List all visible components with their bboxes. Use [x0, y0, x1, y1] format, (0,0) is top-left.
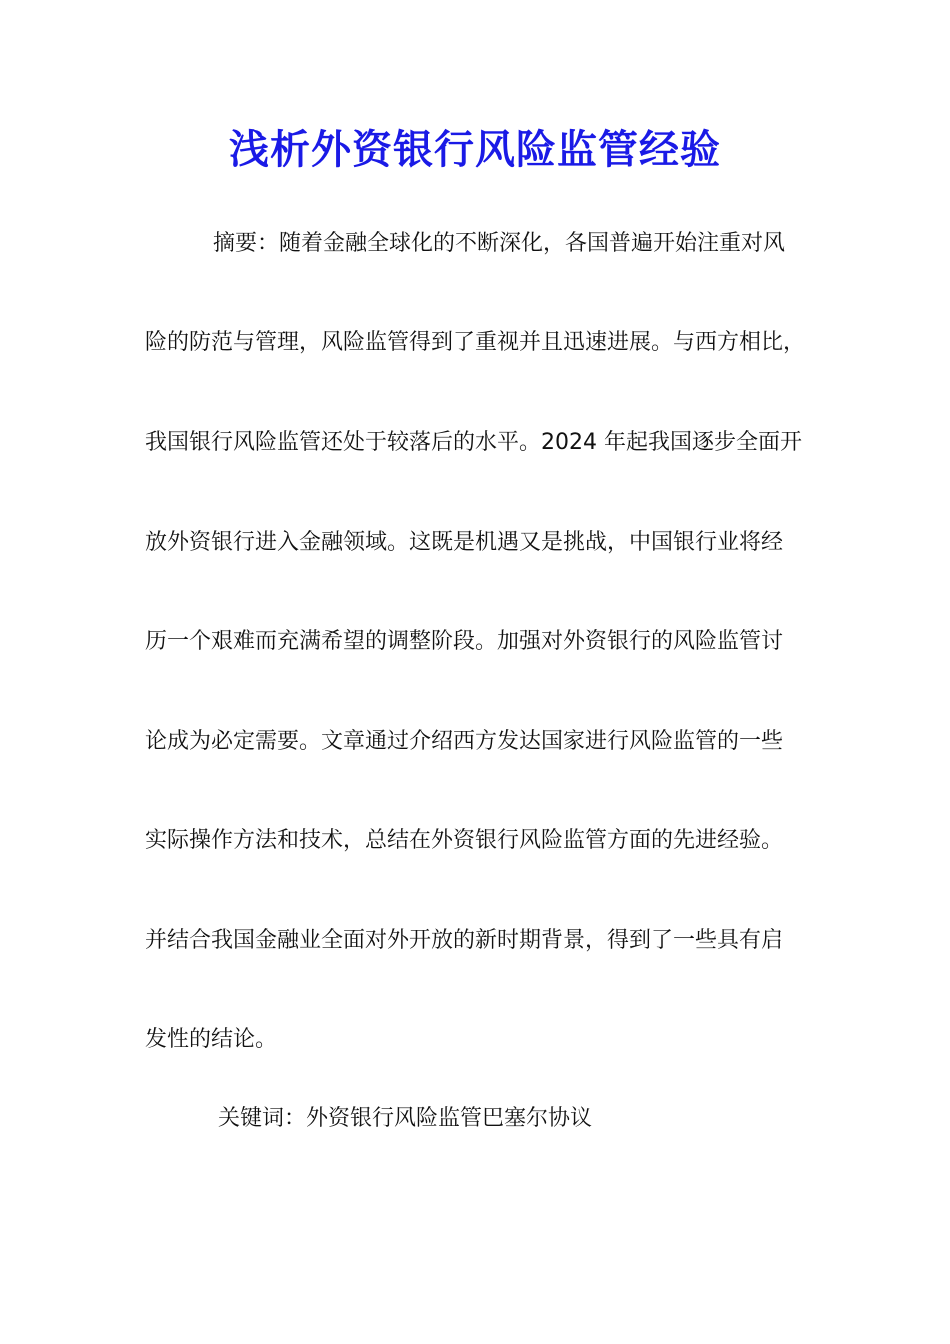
abstract-line: 放外资银行进入金融领域。这既是机遇又是挑战，中国银行业将经 [145, 530, 784, 555]
abstract-line: 我国银行风险监管还处于较落后的水平。2024 年起我国逐步全面开 [145, 430, 802, 455]
abstract-line: 实际操作方法和技术，总结在外资银行风险监管方面的先进经验。 [145, 828, 784, 853]
abstract-line: 并结合我国金融业全面对外开放的新时期背景，得到了一些具有启 [145, 928, 784, 953]
abstract-line: 摘要：随着金融全球化的不断深化，各国普遍开始注重对风 [213, 231, 786, 256]
abstract-line: 历一个艰难而充满希望的调整阶段。加强对外资银行的风险监管讨 [145, 629, 784, 654]
keywords-line: 关键词：外资银行风险监管巴塞尔协议 [218, 1106, 593, 1131]
abstract-line: 险的防范与管理，风险监管得到了重视并且迅速进展。与西方相比， [145, 330, 806, 355]
abstract-line: 发性的结论。 [145, 1027, 278, 1052]
abstract-line: 论成为必定需要。文章通过介绍西方发达国家进行风险监管的一些 [145, 729, 784, 754]
document-title: 浅析外资银行风险监管经验 [229, 126, 721, 173]
